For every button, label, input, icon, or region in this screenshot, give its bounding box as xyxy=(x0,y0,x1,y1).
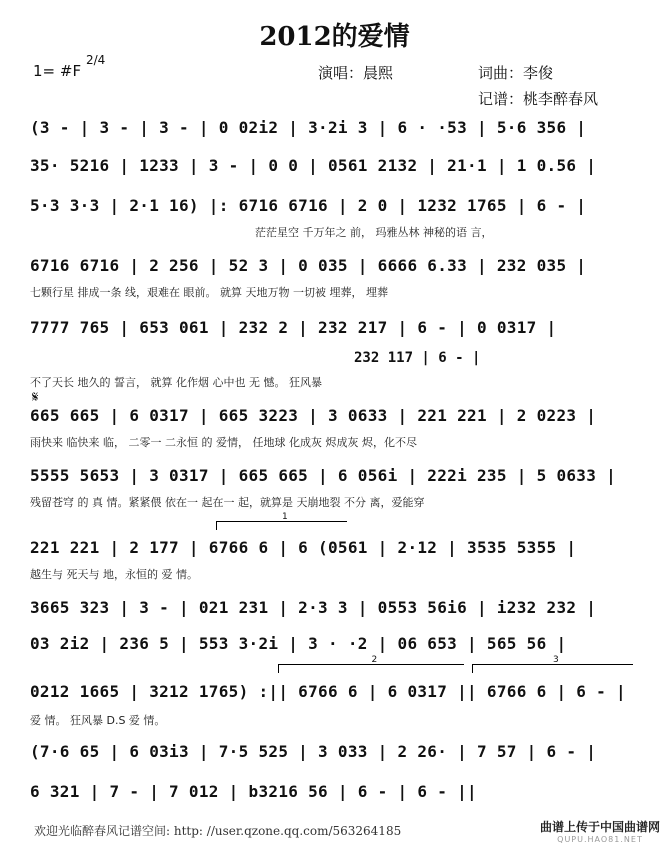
notation-line: 7777 765 | 653 061 | 232 2 | 232 217 | 6 - | 0 0317 | xyxy=(30,318,557,337)
volta-number: 2 xyxy=(371,655,378,665)
notation-line: 665 665 | 6 0317 | 665 3223 | 3 0633 | 221 221 | 2 0223 | xyxy=(30,406,597,425)
watermark xyxy=(531,815,669,849)
notation-line: 6 321 | 7 - | 7 012 | b3216 56 | 6 - | 6 - || xyxy=(30,782,477,801)
lyric-line: 越生与 死天与 地，永恒的 爱 情。 xyxy=(30,568,198,581)
lyric-line: 不了天长 地久的 誓言， 就算 化作烟 心中也 无 憾。 狂风暴 xyxy=(30,376,322,389)
volta-bracket-2 xyxy=(278,655,464,673)
notation-line: 5·3 3·3 | 2·1 16) |: 6716 6716 | 2 0 | 1232 1765 | 6 - | xyxy=(30,196,587,215)
lyric-line: 爱 情。 狂风暴 D.S 爱 情。 xyxy=(30,714,166,727)
score-title: 2012的爱情 xyxy=(259,22,410,52)
time-signature-text: 2/4 xyxy=(86,53,106,67)
alternate-ending-notes: 232 117 | 6 - | xyxy=(354,350,481,366)
volta-bracket-3 xyxy=(472,655,633,673)
notation-line: (3 - | 3 - | 3 - | 0 02i2 | 3·2i 3 | 6 · ·53 | 5·6 356 | xyxy=(30,118,587,137)
lyric-line: 雨快来 临快来 临， 二零一 二永恒 的 爱情， 任地球 化成灰 烬成灰 烬，化不尽 xyxy=(30,436,417,449)
notation-line: (7·6 65 | 6 03i3 | 7·5 525 | 3 033 | 2 26· | 7 57 | 6 - | xyxy=(30,742,597,761)
notation-line: 0212 1665 | 3212 1765) :|| 6766 6 | 6 0317 || 6766 6 | 6 - | xyxy=(30,682,626,701)
notation-line: 221 221 | 2 177 | 6766 6 | 6 (0561 | 2·12 | 3535 5355 | xyxy=(30,538,577,557)
volta-bracket-1 xyxy=(216,512,347,530)
time-signature xyxy=(86,53,106,67)
transcriber-credit: 记谱：桃李醉春风 xyxy=(478,90,599,108)
volta-number: 3 xyxy=(553,655,559,665)
notation-line: 03 2i2 | 236 5 | 553 3·2i | 3 · ·2 | 06 653 | 565 56 | xyxy=(30,634,567,653)
lyric-line: 七颗行星 排成一条 线，艰难在 眼前。 就算 天地万物 一切被 埋葬， 埋葬 xyxy=(30,286,388,299)
lyric-line: 残留苍穹 的 真 情。紧紧偎 依在一 起在一 起，就算是 天崩地裂 不分 离，爱能穿 xyxy=(30,496,425,509)
notation-line: 6716 6716 | 2 256 | 52 3 | 0 035 | 6666 6.33 | 232 035 | xyxy=(30,256,587,275)
notation-line: 35· 5216 | 1233 | 3 - | 0 0 | 0561 2132 | 21·1 | 1 0.56 | xyxy=(30,156,597,175)
watermark-subtext: QUPU.HAO81.NET xyxy=(557,835,643,844)
footer-credit: 欢迎光临醉春风记谱空间: http: //user.qzone.qq.com/563264185 xyxy=(34,824,402,838)
notation-line: 5555 5653 | 3 0317 | 665 665 | 6 056i | 222i 235 | 5 0633 | xyxy=(30,466,617,485)
singer-credit: 演唱：晨熙 xyxy=(318,64,394,82)
notation-line: 3665 323 | 3 - | 021 231 | 2·3 3 | 0553 56i6 | i232 232 | xyxy=(30,598,597,617)
watermark-text: 曲谱上传于中国曲谱网 xyxy=(539,820,660,834)
lyric-line: 茫茫星空 千万年之 前， 玛雅丛林 神秘的语 言， xyxy=(255,226,493,239)
segno-sign: 𝄋 xyxy=(32,388,39,406)
composer-credit: 词曲：李俊 xyxy=(478,64,554,82)
key-signature: 1= #F xyxy=(33,62,82,80)
volta-number: 1 xyxy=(282,512,288,522)
